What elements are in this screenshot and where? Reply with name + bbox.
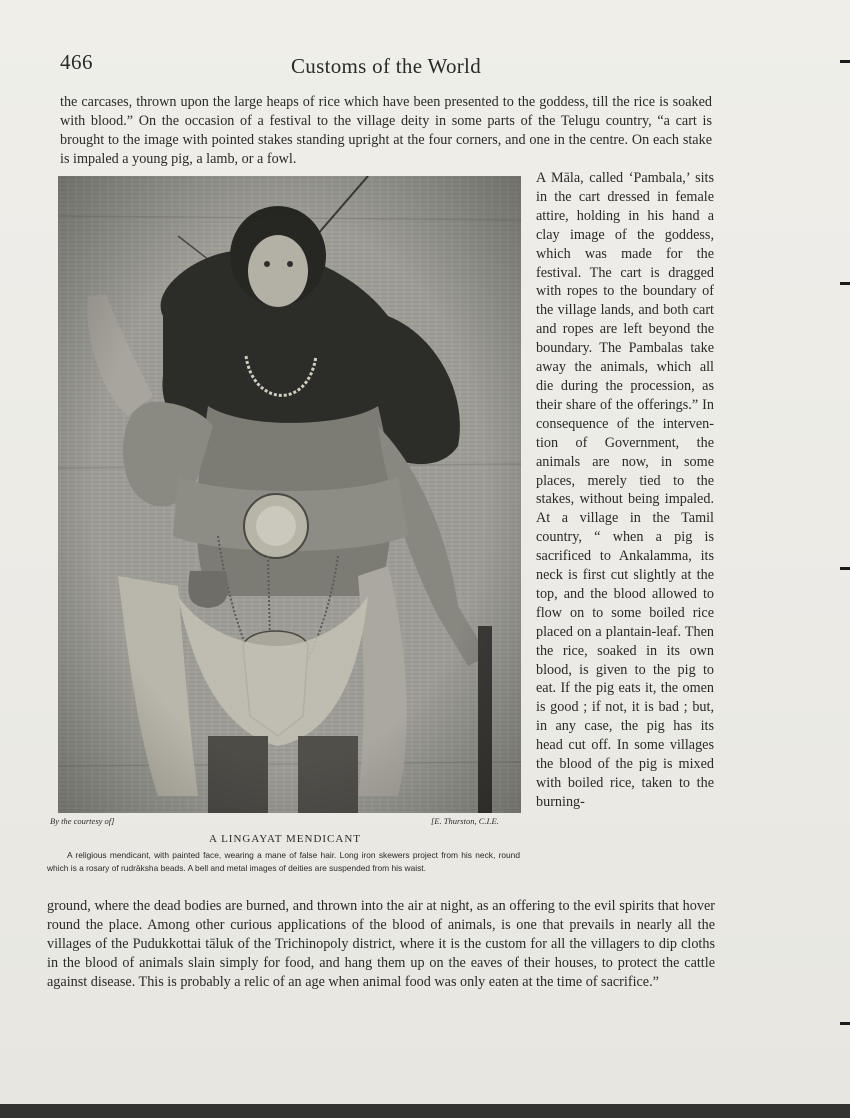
page-edge-mark [840,1022,850,1025]
running-head: Customs of the World [290,54,481,78]
photo-credit-left: By the courtesy of] [50,816,115,826]
scan-bottom-strip [0,1104,850,1118]
photo-credit-right: [E. Thurston, C.I.E. [431,816,499,826]
figure-title: A LINGAYAT MENDICANT [208,833,361,845]
paragraph-bottom: ground, where the dead bodies are burned, and thrown into the air at night, as an offering to the evil spirits that hover round the place. Among other curious applications of the blood of animals, is one that prevails in nearly all the villages of the Pudukkottai tāluk of the Trichinopoly district, where it is the custom for all the villagers to dip cloths in the blood of animals slain simply for food, and hang them up on the eaves of their houses, to protect the cattle against disease. This is probably a relic of an age when animal food was only eaten at the time of sacrifice.” [47,898,715,990]
figure-caption [47,849,520,874]
page-edge-mark [840,60,850,63]
page-edge-mark [840,567,850,570]
page-number: 466 [60,50,93,74]
caption-paragraph: A religious mendicant, with painted face, wearing a mane of false hair. Long iron skewers project from his neck, round which is a rosary of rudrāksha beads. A bell and metal images of deities are suspended from his waist. [47,850,520,873]
paragraph-top: the carcases, thrown upon the large heaps of rice which have been presented to the goddess, till the rice is soaked with blood.” On the occasion of a festival to the village deity in some parts of the Telugu country, “a cart is brought to the image with pointed stakes standing upright at the four corners, and one in the centre. On each stake is impaled a young pig, a lamb, or a fowl. [60,94,712,167]
body-text-top [60,93,712,169]
body-text-bottom [47,897,715,992]
paragraph-column: A Māla, called ‘Pambala,’ sits in the cart dressed in female attire, holding in his hand a clay image of the goddess, which was made for the festival. The cart is dragged with ropes to the boundary of the village lands, and both cart and ropes are left beyond the boundary. The Pambalas take away the animals, which all die during the procession, as their share of the offerings.” In consequence of the intervention of Government, the animals are now, in some places, merely tied to the stakes, without being impaled. At a village in the Tamil country, “ when a pig is sacrificed to Ankalamma, its neck is first cut slightly at the top, and the blood allowed to flow on to some boiled rice placed on a plantain-leaf. Then the rice, soaked in its own blood, is given to the pig to eat. If the pig eats it, the omen is good ; if not, it is bad ; but, in any case, the pig has its head cut off. In some villages the blood of the pig is mixed with boiled rice, taken to the burning- [536,170,714,810]
page-edge-mark [840,282,850,285]
photograph-image [58,176,521,813]
body-text-column [536,169,714,812]
mendicant-photograph [58,176,521,813]
